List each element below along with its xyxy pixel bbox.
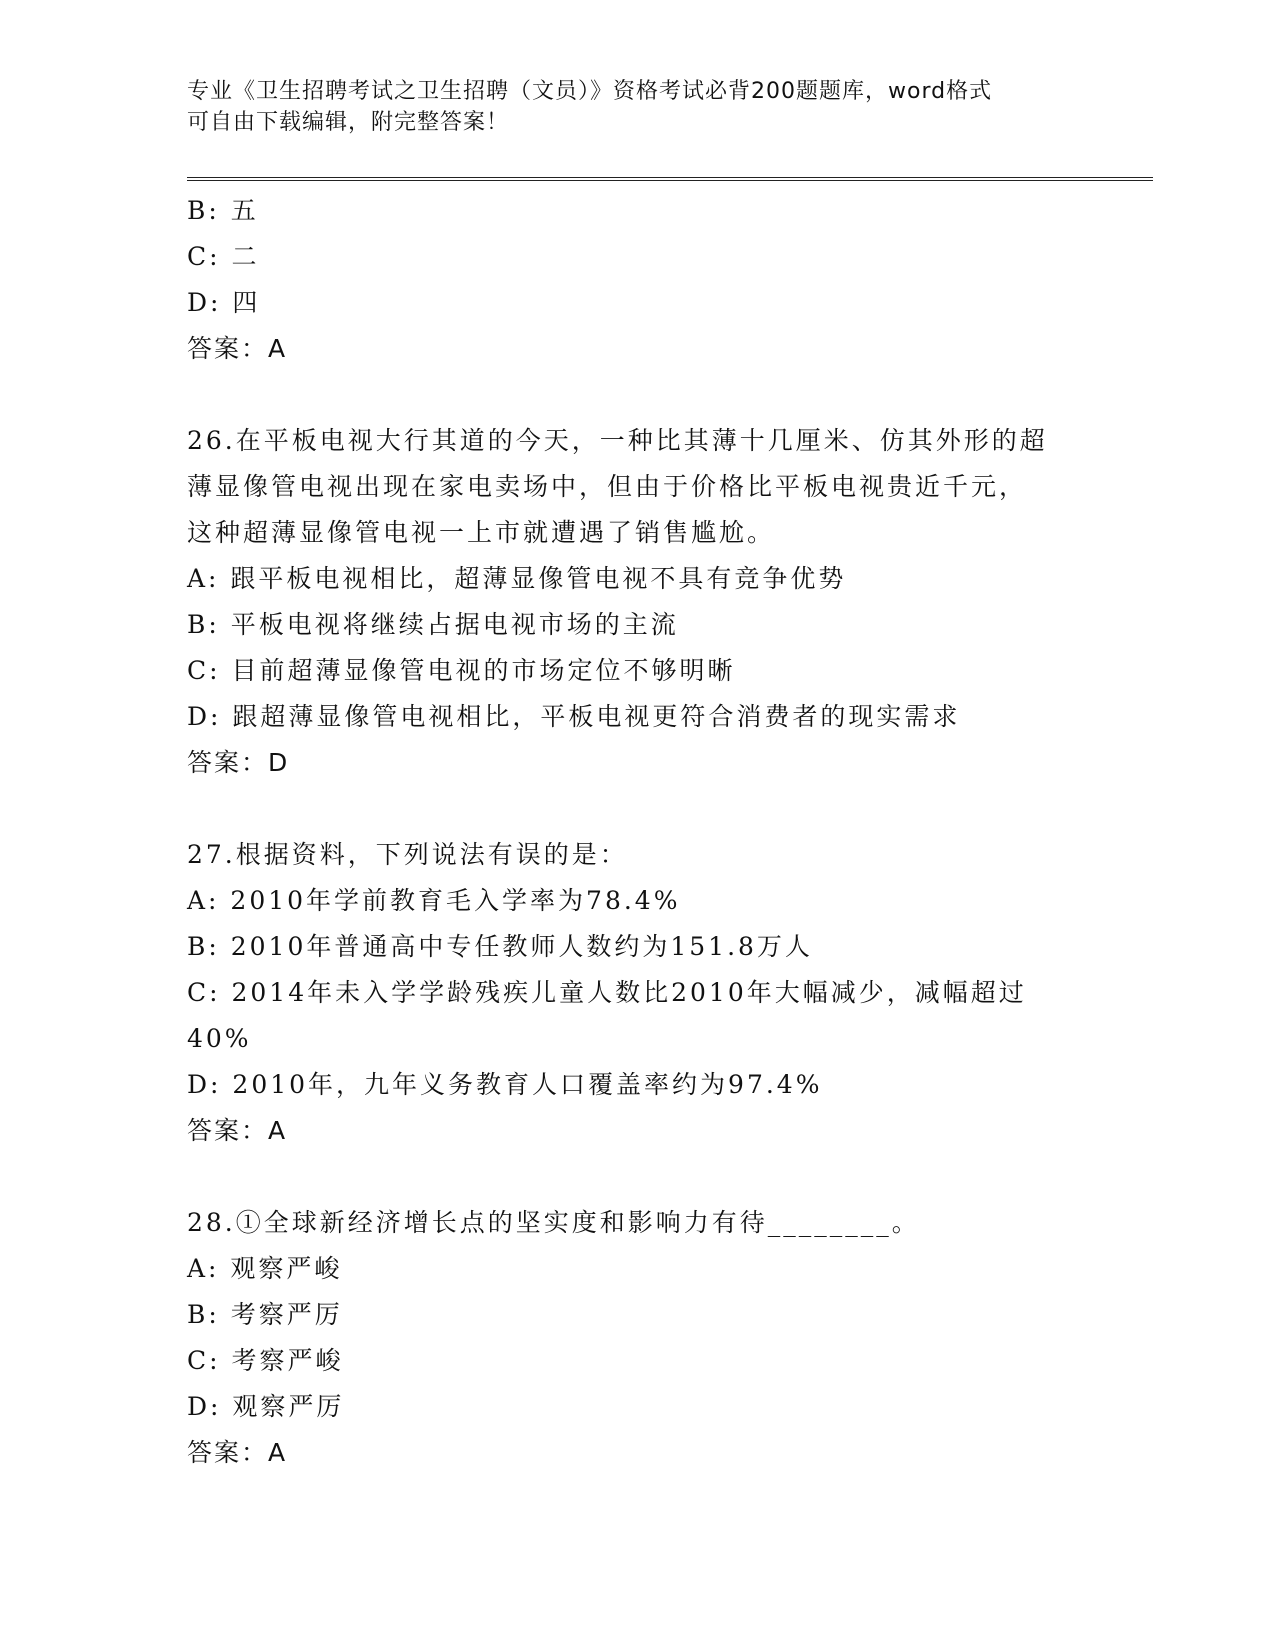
option-c: C: 二: [187, 242, 260, 271]
option-c: C: 考察严峻: [187, 1346, 344, 1375]
option-a: A: 观察严峻: [187, 1254, 343, 1283]
answer: 答案：A: [187, 1116, 288, 1145]
header-line-2: 可自由下载编辑，附完整答案！: [187, 110, 510, 135]
answer: 答案：A: [187, 1438, 288, 1467]
option-d: D: 2010年，九年义务教育人口覆盖率约为97.4%: [187, 1070, 823, 1099]
question-text-line: 27.根据资料，下列说法有误的是：: [187, 840, 628, 869]
question-text-line: 这种超薄显像管电视一上市就遭遇了销售尴尬。: [187, 518, 776, 547]
option-c: C: 目前超薄显像管电视的市场定位不够明晰: [187, 656, 736, 685]
option-d: D: 跟超薄显像管电视相比，平板电视更符合消费者的现实需求: [187, 702, 961, 731]
option-a: A: 跟平板电视相比，超薄显像管电视不具有竞争优势: [187, 564, 847, 593]
option-b: B: 2010年普通高中专任教师人数约为151.8万人: [187, 932, 813, 961]
header-divider: [187, 177, 1153, 181]
option-b: B: 平板电视将继续占据电视市场的主流: [187, 610, 679, 639]
question-27: [187, 832, 1087, 1154]
question-list: [187, 188, 1087, 1522]
answer: 答案：A: [187, 334, 288, 363]
option-b: B: 五: [187, 196, 259, 225]
question-28: [187, 1200, 1087, 1476]
question-text-line: 26.在平板电视大行其道的今天，一种比其薄十几厘米、仿其外形的超: [187, 426, 1048, 455]
header-line-1: 专业《卫生招聘考试之卫生招聘（文员）》资格考试必背200题题库，word格式: [187, 79, 993, 104]
option-a: A: 2010年学前教育毛入学率为78.4%: [187, 886, 681, 915]
answer: 答案：D: [187, 748, 290, 777]
question-25-tail: [187, 188, 1087, 372]
option-c: C: 2014年未入学学龄残疾儿童人数比2010年大幅减少，减幅超过: [187, 978, 1027, 1007]
option-d: D: 四: [187, 288, 261, 317]
question-text-line: 薄显像管电视出现在家电卖场中，但由于价格比平板电视贵近千元，: [187, 472, 1028, 501]
option-c-continued: 40%: [187, 1024, 252, 1053]
question-26: [187, 418, 1087, 786]
option-b: B: 考察严厉: [187, 1300, 343, 1329]
question-text-line: 28.①全球新经济增长点的坚实度和影响力有待________。: [187, 1208, 920, 1237]
document-header: [187, 76, 1087, 138]
option-d: D: 观察严厉: [187, 1392, 345, 1421]
